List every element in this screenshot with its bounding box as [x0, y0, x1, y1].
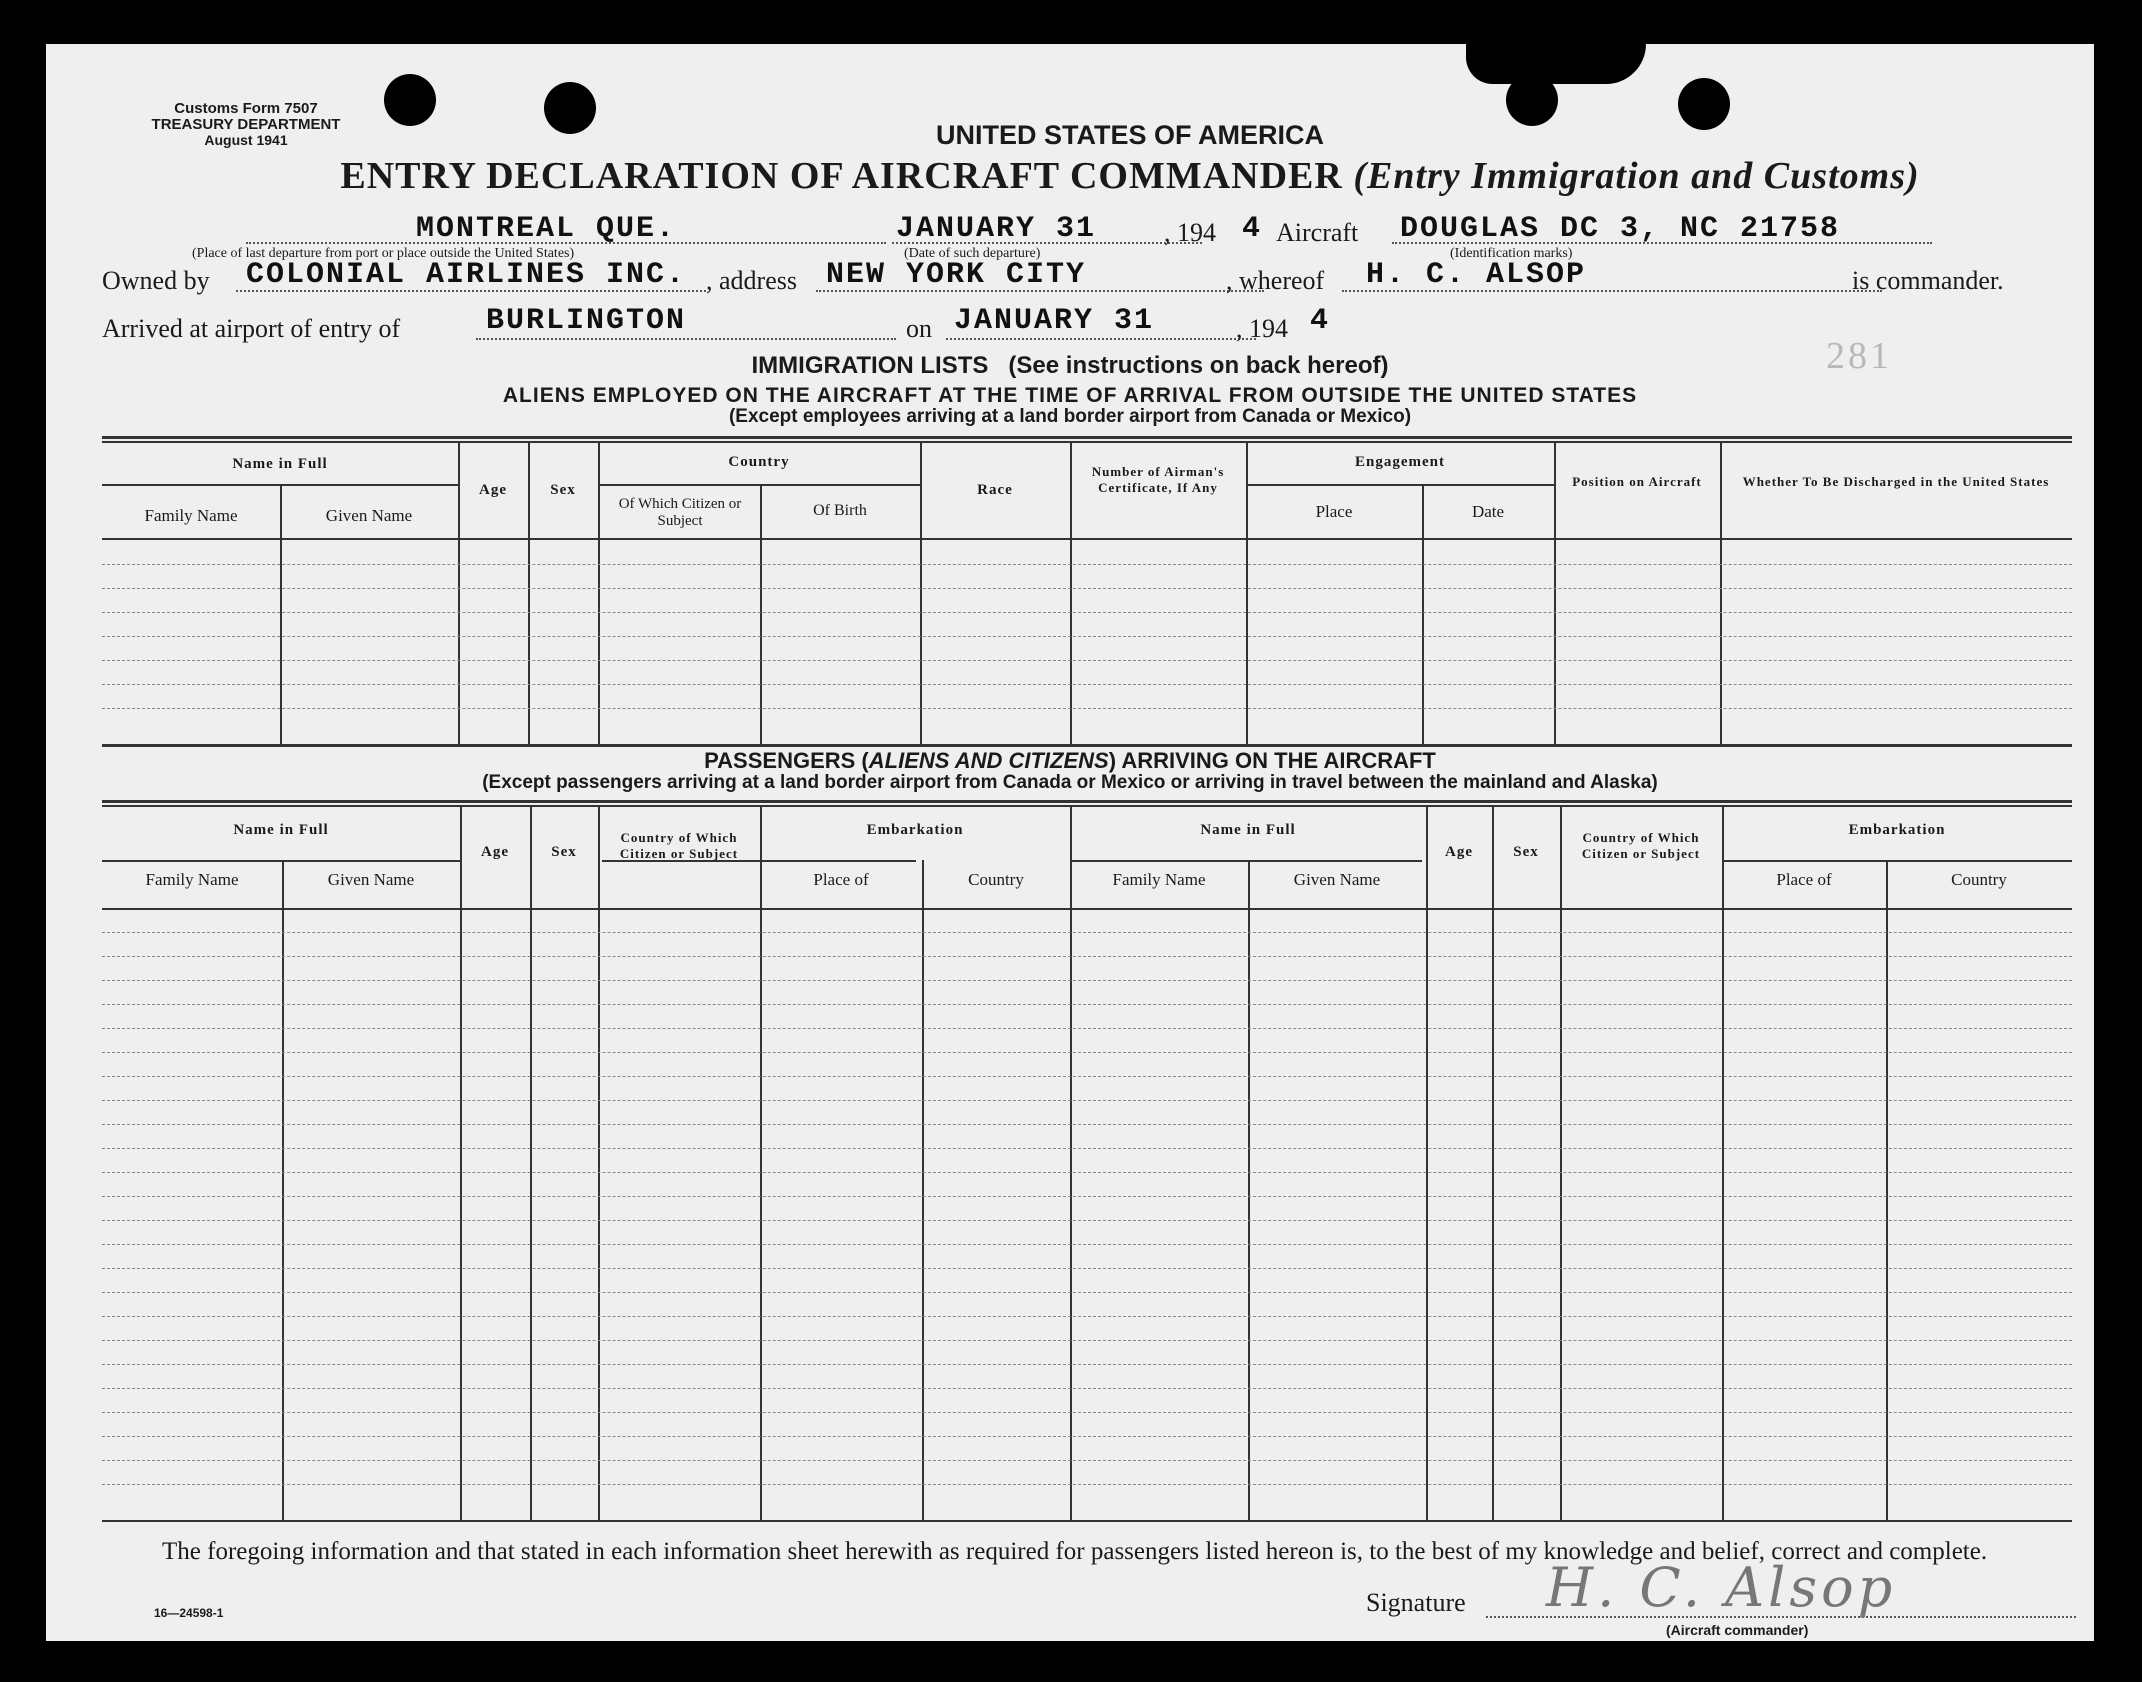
certification-statement: The foregoing information and that stated in each information sheet herewith as required for passengers listed hereon is, to the best of my knowledge and belief, correct and complete. [162, 1538, 1988, 1565]
col-age: Age [479, 482, 507, 498]
rule [102, 538, 2072, 540]
departure-date-caption: (Date of such departure) [904, 246, 1041, 261]
immigration-heading-text: IMMIGRATION LISTS [751, 352, 989, 379]
rule [102, 1052, 2072, 1053]
rule [816, 290, 1264, 292]
year-prefix: 194 [1177, 218, 1216, 247]
rule [760, 484, 762, 744]
p-col-age: Age [481, 844, 509, 860]
aircraft-id: DOUGLAS DC 3, NC 21758 [1400, 212, 1841, 246]
rule [1392, 242, 1932, 244]
col-country: Country [728, 454, 790, 470]
passengers-heading-italic: ALIENS AND CITIZENS [868, 748, 1109, 773]
department: TREASURY DEPARTMENT [151, 116, 341, 133]
rule [1720, 441, 1722, 744]
rule [102, 1292, 2072, 1293]
rule [102, 1484, 2072, 1485]
p-col-country: Country [968, 870, 1024, 889]
year-prefix: 194 [1249, 314, 1288, 343]
p-col-place-of-2: Place of [1776, 870, 1832, 889]
rule [1248, 860, 1250, 1520]
rule [1342, 290, 1882, 292]
rule [102, 1412, 2072, 1413]
rule [102, 1364, 2072, 1365]
rule [102, 1196, 2072, 1197]
rule [102, 908, 2072, 910]
rule [102, 932, 2072, 933]
arrival-year: , 194 [1236, 314, 1288, 343]
rule [102, 1148, 2072, 1149]
rule [102, 660, 2072, 661]
p-col-country-2: Country [1951, 870, 2007, 889]
p-col-family-name-2: Family Name [1112, 870, 1206, 889]
rule [102, 441, 2072, 443]
p-col-sex: Sex [551, 844, 577, 860]
rule [102, 1244, 2072, 1245]
address-label: , address [706, 266, 797, 295]
rule [102, 744, 2072, 747]
rule [102, 1028, 2072, 1029]
arrived-label: Arrived at airport of entry of [102, 314, 401, 343]
rule [102, 1520, 2072, 1522]
rule [598, 484, 920, 486]
col-position: Position on Aircraft [1572, 474, 1702, 489]
rule [476, 338, 896, 340]
arrival-year-digit: 4 [1310, 304, 1331, 338]
rule [282, 860, 284, 1520]
rule [102, 588, 2072, 589]
rule [102, 1220, 2072, 1221]
p-col-family-name: Family Name [145, 870, 239, 889]
rule [102, 805, 2072, 807]
passengers-subnote: (Except passengers arriving at a land border airport from Canada or Mexico or arriving in travel between the mainland and Alaska) [482, 772, 1658, 793]
arrival-date: JANUARY 31 [954, 304, 1155, 338]
p-col-given-name: Given Name [327, 870, 415, 889]
col-race: Race [977, 482, 1013, 498]
address: NEW YORK CITY [826, 258, 1087, 292]
passengers-heading-b: ) ARRIVING ON THE AIRCRAFT [1108, 748, 1436, 773]
signature-label: Signature [1366, 1588, 1466, 1617]
punch-hole [384, 74, 436, 126]
form-number: Customs Form 7507 [174, 100, 318, 117]
rule [1554, 441, 1556, 744]
form-title-main: ENTRY DECLARATION OF AIRCRAFT COMMANDER [340, 155, 1343, 197]
p-col-name-in-full-2: Name in Full [1200, 822, 1296, 838]
rule [102, 612, 2072, 613]
rule [1722, 860, 2072, 862]
rule [102, 564, 2072, 565]
rule [102, 1268, 2072, 1269]
rule [102, 1340, 2072, 1341]
rule [102, 860, 460, 862]
immigration-subnote: (Except employees arriving at a land border airport from Canada or Mexico) [728, 406, 1412, 427]
aircraft-label: Aircraft [1276, 218, 1359, 247]
rule [1246, 441, 1248, 744]
rule [236, 290, 706, 292]
signature-handwritten: H. C. Alsop [1546, 1556, 1897, 1619]
rule [1422, 484, 1424, 744]
form-title-paren: (Entry Immigration and Customs) [1353, 155, 1920, 197]
col-name-in-full: Name in Full [232, 456, 328, 472]
country-heading: UNITED STATES OF AMERICA [936, 120, 1324, 150]
form-title [46, 154, 2094, 198]
rule [102, 1124, 2072, 1125]
print-code: 16—24598-1 [154, 1606, 224, 1620]
rule [102, 708, 2072, 709]
form-date: August 1941 [204, 132, 288, 148]
rule [102, 1460, 2072, 1461]
rule [102, 980, 2072, 981]
departure-date: JANUARY 31 [896, 212, 1097, 246]
rule [892, 242, 1202, 244]
on-label: on [906, 314, 932, 343]
rule [102, 1436, 2072, 1437]
p-col-sex-2: Sex [1513, 844, 1539, 860]
arrival-airport: BURLINGTON [486, 304, 687, 338]
owned-by-label: Owned by [102, 266, 210, 295]
p-col-name-in-full: Name in Full [233, 822, 329, 838]
col-family-name: Family Name [144, 506, 238, 525]
col-sex: Sex [550, 482, 576, 498]
aircraft-caption: (Identification marks) [1450, 246, 1573, 261]
rule [922, 860, 924, 1520]
year-label: , 194 [1164, 218, 1216, 247]
passengers-heading [46, 748, 2094, 774]
rule [1070, 441, 1072, 744]
immigration-heading-note: (See instructions on back hereof) [1008, 352, 1389, 379]
col-engagement: Engagement [1355, 454, 1445, 470]
col-date: Date [1471, 502, 1505, 521]
rule [1886, 860, 1888, 1520]
passengers-heading-a: PASSENGERS ( [704, 748, 869, 773]
rule [102, 1004, 2072, 1005]
rule [102, 636, 2072, 637]
signature-caption: (Aircraft commander) [1666, 1622, 1809, 1638]
p-col-embarkation-2: Embarkation [1848, 822, 1946, 838]
rule [102, 1076, 2072, 1077]
p-col-embarkation: Embarkation [866, 822, 964, 838]
torn-edge [1466, 44, 1646, 84]
p-col-given-name-2: Given Name [1293, 870, 1381, 889]
p-col-place-of: Place of [813, 870, 869, 889]
stamp-number: 281 [1826, 335, 1892, 377]
is-commander-label: is commander. [1852, 266, 2004, 295]
immigration-heading [46, 352, 2094, 380]
rule [102, 1172, 2072, 1173]
rule [246, 242, 886, 244]
rule [598, 441, 600, 744]
owner: COLONIAL AIRLINES INC. [246, 258, 687, 292]
whereof-label: , whereof [1226, 266, 1325, 295]
rule [946, 338, 1256, 340]
commander: H. C. ALSOP [1366, 258, 1587, 292]
rule [102, 1316, 2072, 1317]
col-cert: Number of Airman's Certificate, If Any [1091, 464, 1225, 495]
col-citizen: Of Which Citizen or Subject [618, 496, 742, 529]
immigration-subheading: ALIENS EMPLOYED ON THE AIRCRAFT AT THE TIME OF ARRIVAL FROM OUTSIDE THE UNITED STATES [502, 384, 1638, 407]
rule [102, 800, 2072, 803]
departure-place: MONTREAL QUE. [416, 212, 677, 246]
rule [102, 1388, 2072, 1389]
rule [102, 956, 2072, 957]
rule [1246, 484, 1554, 486]
col-discharge: Whether To Be Discharged in the United States [1742, 474, 2050, 489]
p-col-citizen: Country of Which Citizen or Subject [619, 830, 739, 861]
p-col-citizen-2: Country of Which Citizen or Subject [1581, 830, 1701, 861]
year-digit: 4 [1242, 212, 1263, 246]
rule [102, 436, 2072, 439]
rule [102, 1100, 2072, 1101]
p-col-age-2: Age [1445, 844, 1473, 860]
col-given-name: Given Name [325, 506, 413, 525]
col-place: Place [1315, 502, 1353, 521]
rule [1072, 860, 1422, 862]
rule [102, 684, 2072, 685]
departure-place-caption: (Place of last departure from port or place outside the United States) [192, 246, 575, 261]
col-birth: Of Birth [813, 502, 867, 519]
form-page [46, 44, 2094, 1641]
